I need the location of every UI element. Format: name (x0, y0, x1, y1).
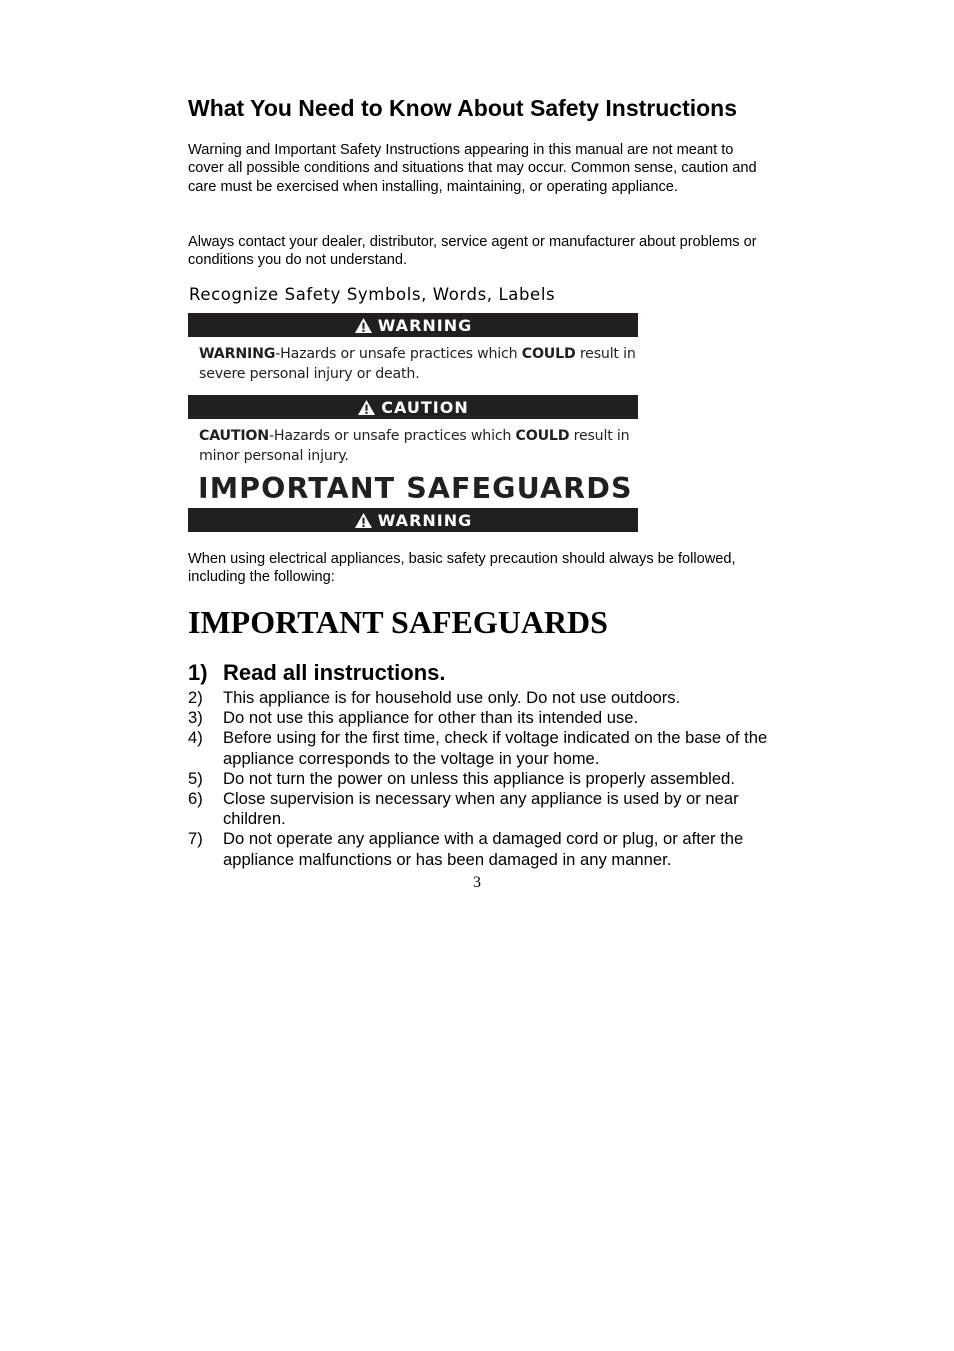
caution-term: CAUTION (199, 428, 269, 444)
item-text: Do not turn the power on unless this appliance is properly assembled. (223, 768, 735, 788)
page-number: 3 (473, 874, 481, 891)
intro-paragraph-1: Warning and Important Safety Instructions appearing in this manual are not meant to cover all possible conditions and situations that may occur. Common sense, caution and care must be exercised when installing, maintaining, or operating appliance. (188, 142, 757, 195)
warning-triangle-icon (354, 512, 373, 529)
electrical-precaution-paragraph: When using electrical appliances, basic safety precaution should always be followed, including the following: (188, 551, 736, 586)
caution-text-after: result in minor personal injury. (199, 428, 630, 464)
warning-term: WARNING (199, 346, 276, 362)
caution-definition (199, 426, 639, 466)
page-heading: What You Need to Know About Safety Instructions (188, 95, 738, 121)
list-item (188, 769, 788, 789)
item-text: Do not operate any appliance with a damaged cord or plug, or after the appliance malfunctions or has been damaged in any manner. (223, 829, 744, 869)
caution-label-text: CAUTION (381, 397, 469, 417)
warning-triangle-icon (354, 317, 373, 334)
warning-text-before: -Hazards or unsafe practices which (275, 346, 522, 362)
item-number: 5) (188, 768, 203, 788)
warning-emphasis: COULD (521, 346, 576, 362)
safeguards-list (188, 688, 788, 870)
item-text: Read all instructions. (223, 660, 446, 685)
safeguard-item-1 (188, 660, 446, 686)
safeguards-banner-title: IMPORTANT SAFEGUARDS (198, 472, 633, 505)
item-text: Close supervision is necessary when any appliance is used by or near children. (223, 789, 739, 829)
warning-label-bar (188, 313, 638, 337)
safeguards-warning-label: WARNING (377, 510, 473, 530)
warning-triangle-icon (357, 399, 376, 416)
caution-text-before: -Hazards or unsafe practices which (268, 428, 516, 444)
item-text: This appliance is for household use only. Do not use outdoors. (223, 688, 681, 707)
item-number: 2) (188, 688, 203, 707)
list-item (188, 688, 788, 708)
item-number: 4) (188, 728, 203, 748)
item-number: 3) (188, 708, 203, 728)
list-item (188, 829, 788, 869)
caution-emphasis: COULD (515, 428, 570, 444)
list-item (188, 789, 788, 829)
safeguards-heading: IMPORTANT SAFEGUARDS (188, 604, 608, 640)
list-item (188, 708, 788, 728)
caution-label-bar (188, 395, 638, 419)
item-number: 1) (188, 660, 208, 685)
warning-label-text: WARNING (377, 315, 473, 335)
item-text: Before using for the first time, check if voltage indicated on the base of the appliance corresponds to the voltage in your home. (223, 728, 768, 768)
item-text: Do not use this appliance for other than its intended use. (223, 708, 639, 728)
intro-paragraph-2: Always contact your dealer, distributor, service agent or manufacturer about problems or conditions you do not understand. (188, 234, 757, 269)
list-item (188, 728, 788, 768)
warning-text-after: result in severe personal injury or death. (199, 346, 636, 382)
warning-definition (199, 344, 639, 384)
recognize-symbols-title: Recognize Safety Symbols, Words, Labels (189, 285, 556, 304)
item-number: 7) (188, 829, 203, 849)
safeguards-warning-bar (188, 508, 638, 532)
item-number: 6) (188, 789, 203, 809)
